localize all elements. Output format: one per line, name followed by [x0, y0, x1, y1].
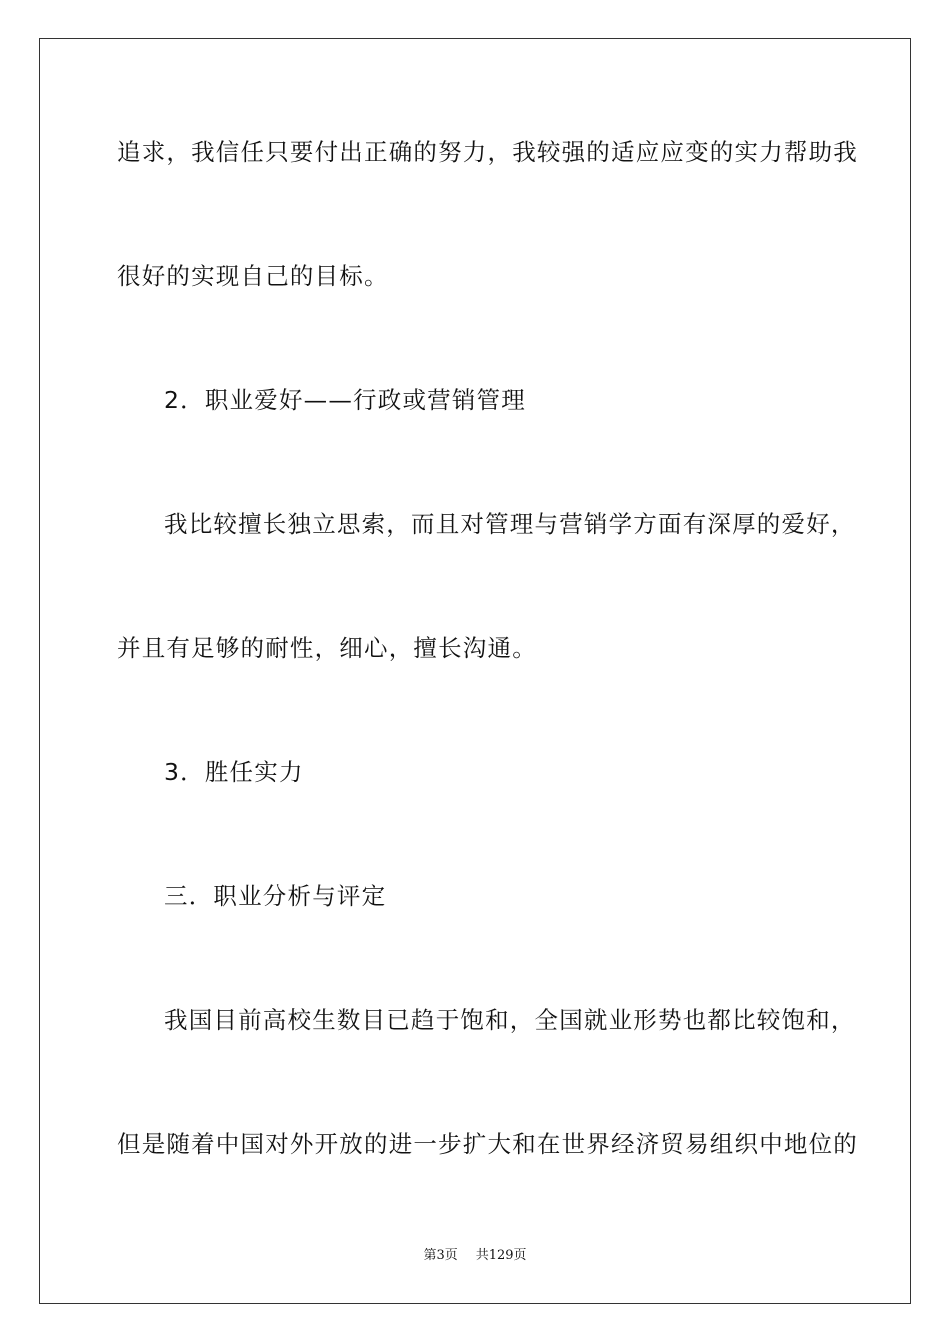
section-heading-career-interest: 2．职业爱好——行政或营销管理: [164, 386, 526, 414]
paragraph-line-3: 我比较擅长独立思索，而且对管理与营销学方面有深厚的爱好，: [164, 510, 856, 538]
page-total: 共129页: [475, 1248, 527, 1263]
paragraph-line-1: 追求，我信任只要付出正确的努力，我较强的适应应变的实力帮助我: [117, 138, 858, 166]
page-footer: [0, 1247, 950, 1265]
section-heading-career-analysis: 三．职业分析与评定: [164, 882, 387, 910]
paragraph-line-2: 很好的实现自己的目标。: [117, 262, 389, 290]
page-number: 第3页: [423, 1248, 458, 1263]
paragraph-line-4: 并且有足够的耐性，细心，擅长沟通。: [117, 634, 537, 662]
paragraph-line-6: 但是随着中国对外开放的进一步扩大和在世界经济贸易组织中地位的: [117, 1130, 858, 1158]
paragraph-line-5: 我国目前高校生数目已趋于饱和，全国就业形势也都比较饱和，: [164, 1006, 856, 1034]
section-heading-competence: 3．胜任实力: [164, 758, 304, 786]
page-frame: [39, 38, 911, 1304]
